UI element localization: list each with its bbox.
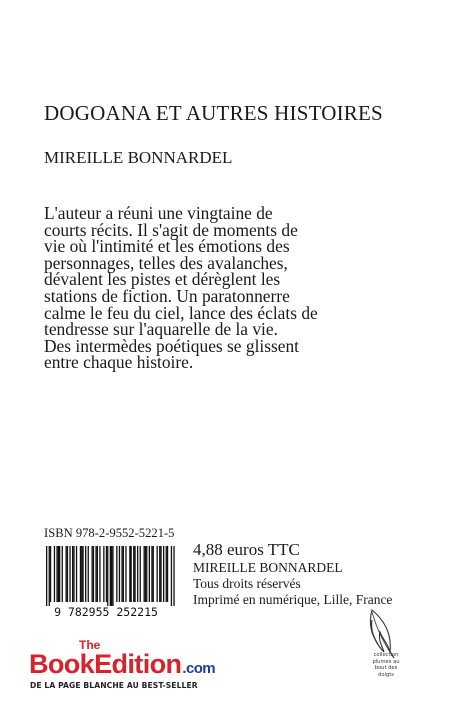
barcode-bar bbox=[81, 546, 82, 602]
barcode-bar bbox=[131, 546, 132, 602]
collection-line: plumes au bbox=[372, 658, 400, 665]
collection-line: bout des bbox=[374, 665, 398, 671]
barcode-bar bbox=[73, 546, 74, 602]
barcode-bar bbox=[112, 546, 113, 606]
barcode-bar bbox=[111, 546, 112, 606]
barcode-bar bbox=[93, 546, 94, 602]
publisher-logo bbox=[29, 636, 229, 680]
barcode-bar bbox=[137, 546, 138, 602]
barcode-bar bbox=[145, 546, 146, 602]
barcode bbox=[34, 546, 178, 618]
blurb-line: personnages, telles des avalanches, bbox=[44, 252, 288, 273]
barcode-bar bbox=[92, 546, 93, 602]
svg-text:BookEdition.com bbox=[29, 649, 215, 679]
logo-word-edition: Edition bbox=[94, 649, 182, 679]
barcode-bar bbox=[159, 546, 160, 602]
price: 4,88 euros TTC bbox=[193, 540, 300, 559]
blurb-line: L'auteur a réuni une vingtaine de bbox=[44, 203, 273, 223]
barcode-bar bbox=[76, 546, 77, 602]
barcode-bar bbox=[146, 546, 147, 602]
barcode-bar bbox=[173, 546, 174, 606]
page-title: DOGOANA ET AUTRES HISTOIRES bbox=[44, 101, 383, 125]
barcode-bar bbox=[103, 546, 104, 602]
blurb-line: tendresse sur l'aquarelle de la vie. bbox=[44, 319, 278, 340]
barcode-bar bbox=[144, 546, 145, 602]
barcode-bar bbox=[149, 546, 150, 602]
barcode-bar bbox=[157, 546, 158, 602]
barcode-bar bbox=[163, 546, 164, 602]
barcode-bar bbox=[125, 546, 126, 602]
barcode-digits: 9 782955 252215 bbox=[54, 605, 158, 618]
blurb-line: calme le feu du ciel, lance des éclats de bbox=[44, 302, 318, 323]
barcode-bar bbox=[140, 546, 141, 602]
author-name: MIREILLE BONNARDEL bbox=[44, 148, 233, 167]
barcode-bar bbox=[67, 546, 68, 602]
barcode-bar bbox=[166, 546, 167, 602]
blurb-line: vie où l'intimité et les émotions des bbox=[44, 236, 290, 257]
logo-prefix: The bbox=[79, 638, 101, 652]
isbn-label: ISBN 978-2-9552-5221-5 bbox=[44, 526, 175, 540]
collection-line: doigts bbox=[378, 671, 394, 678]
logo-word-book: Book bbox=[29, 649, 95, 679]
barcode-bar bbox=[134, 546, 135, 602]
barcode-bar bbox=[58, 546, 59, 602]
barcode-bar bbox=[107, 546, 108, 606]
barcode-bar bbox=[171, 546, 172, 606]
blurb-line: Des intermèdes poétiques se glissent bbox=[44, 335, 300, 356]
barcode-bar bbox=[160, 546, 161, 602]
barcode-bar bbox=[110, 546, 111, 606]
barcode-bar bbox=[49, 546, 50, 606]
barcode-bar bbox=[119, 546, 120, 602]
printing-note: Imprimé en numérique, Lille, France bbox=[193, 592, 393, 607]
barcode-bar bbox=[133, 546, 134, 602]
barcode-bar bbox=[106, 546, 107, 602]
barcode-bar bbox=[56, 546, 57, 602]
price-block bbox=[193, 540, 392, 608]
blurb bbox=[44, 205, 344, 371]
info-author: MIREILLE BONNARDEL bbox=[193, 560, 343, 575]
barcode-bar bbox=[151, 546, 152, 602]
barcode-bar bbox=[123, 546, 124, 602]
barcode-bar bbox=[80, 546, 81, 602]
rights-notice: Tous droits réservés bbox=[193, 576, 301, 591]
logo-suffix: .com bbox=[182, 660, 216, 677]
barcode-bar bbox=[88, 546, 89, 602]
barcode-bar bbox=[167, 546, 168, 602]
barcode-bar bbox=[59, 546, 60, 602]
barcode-bar bbox=[50, 546, 51, 602]
barcode-bar bbox=[99, 546, 100, 602]
barcode-bar bbox=[95, 546, 96, 602]
barcode-bar bbox=[85, 546, 86, 602]
barcode-bar bbox=[82, 546, 83, 602]
barcode-bar bbox=[116, 546, 117, 602]
barcode-bar bbox=[121, 546, 122, 602]
blurb-line: courts récits. Il s'agit de moments de bbox=[44, 219, 298, 240]
barcode-bar bbox=[66, 546, 67, 602]
blurb-line: stations de fiction. Un paratonnerre bbox=[44, 285, 290, 306]
barcode-bar bbox=[129, 546, 130, 602]
barcode-bar bbox=[69, 546, 70, 602]
barcode-bar bbox=[54, 546, 55, 602]
barcode-bar bbox=[97, 546, 98, 602]
blurb-line: dévalent les pistes et dérèglent les bbox=[44, 269, 281, 290]
barcode-bar bbox=[62, 546, 63, 602]
collection-line: collection bbox=[373, 652, 399, 658]
barcode-bar bbox=[46, 546, 47, 606]
barcode-bar bbox=[72, 546, 73, 602]
barcode-bar bbox=[153, 546, 154, 602]
blurb-line: entre chaque histoire. bbox=[44, 352, 194, 373]
collection-label bbox=[354, 652, 418, 678]
logo-tagline: DE LA PAGE BLANCHE AU BEST-SELLER bbox=[30, 681, 198, 690]
